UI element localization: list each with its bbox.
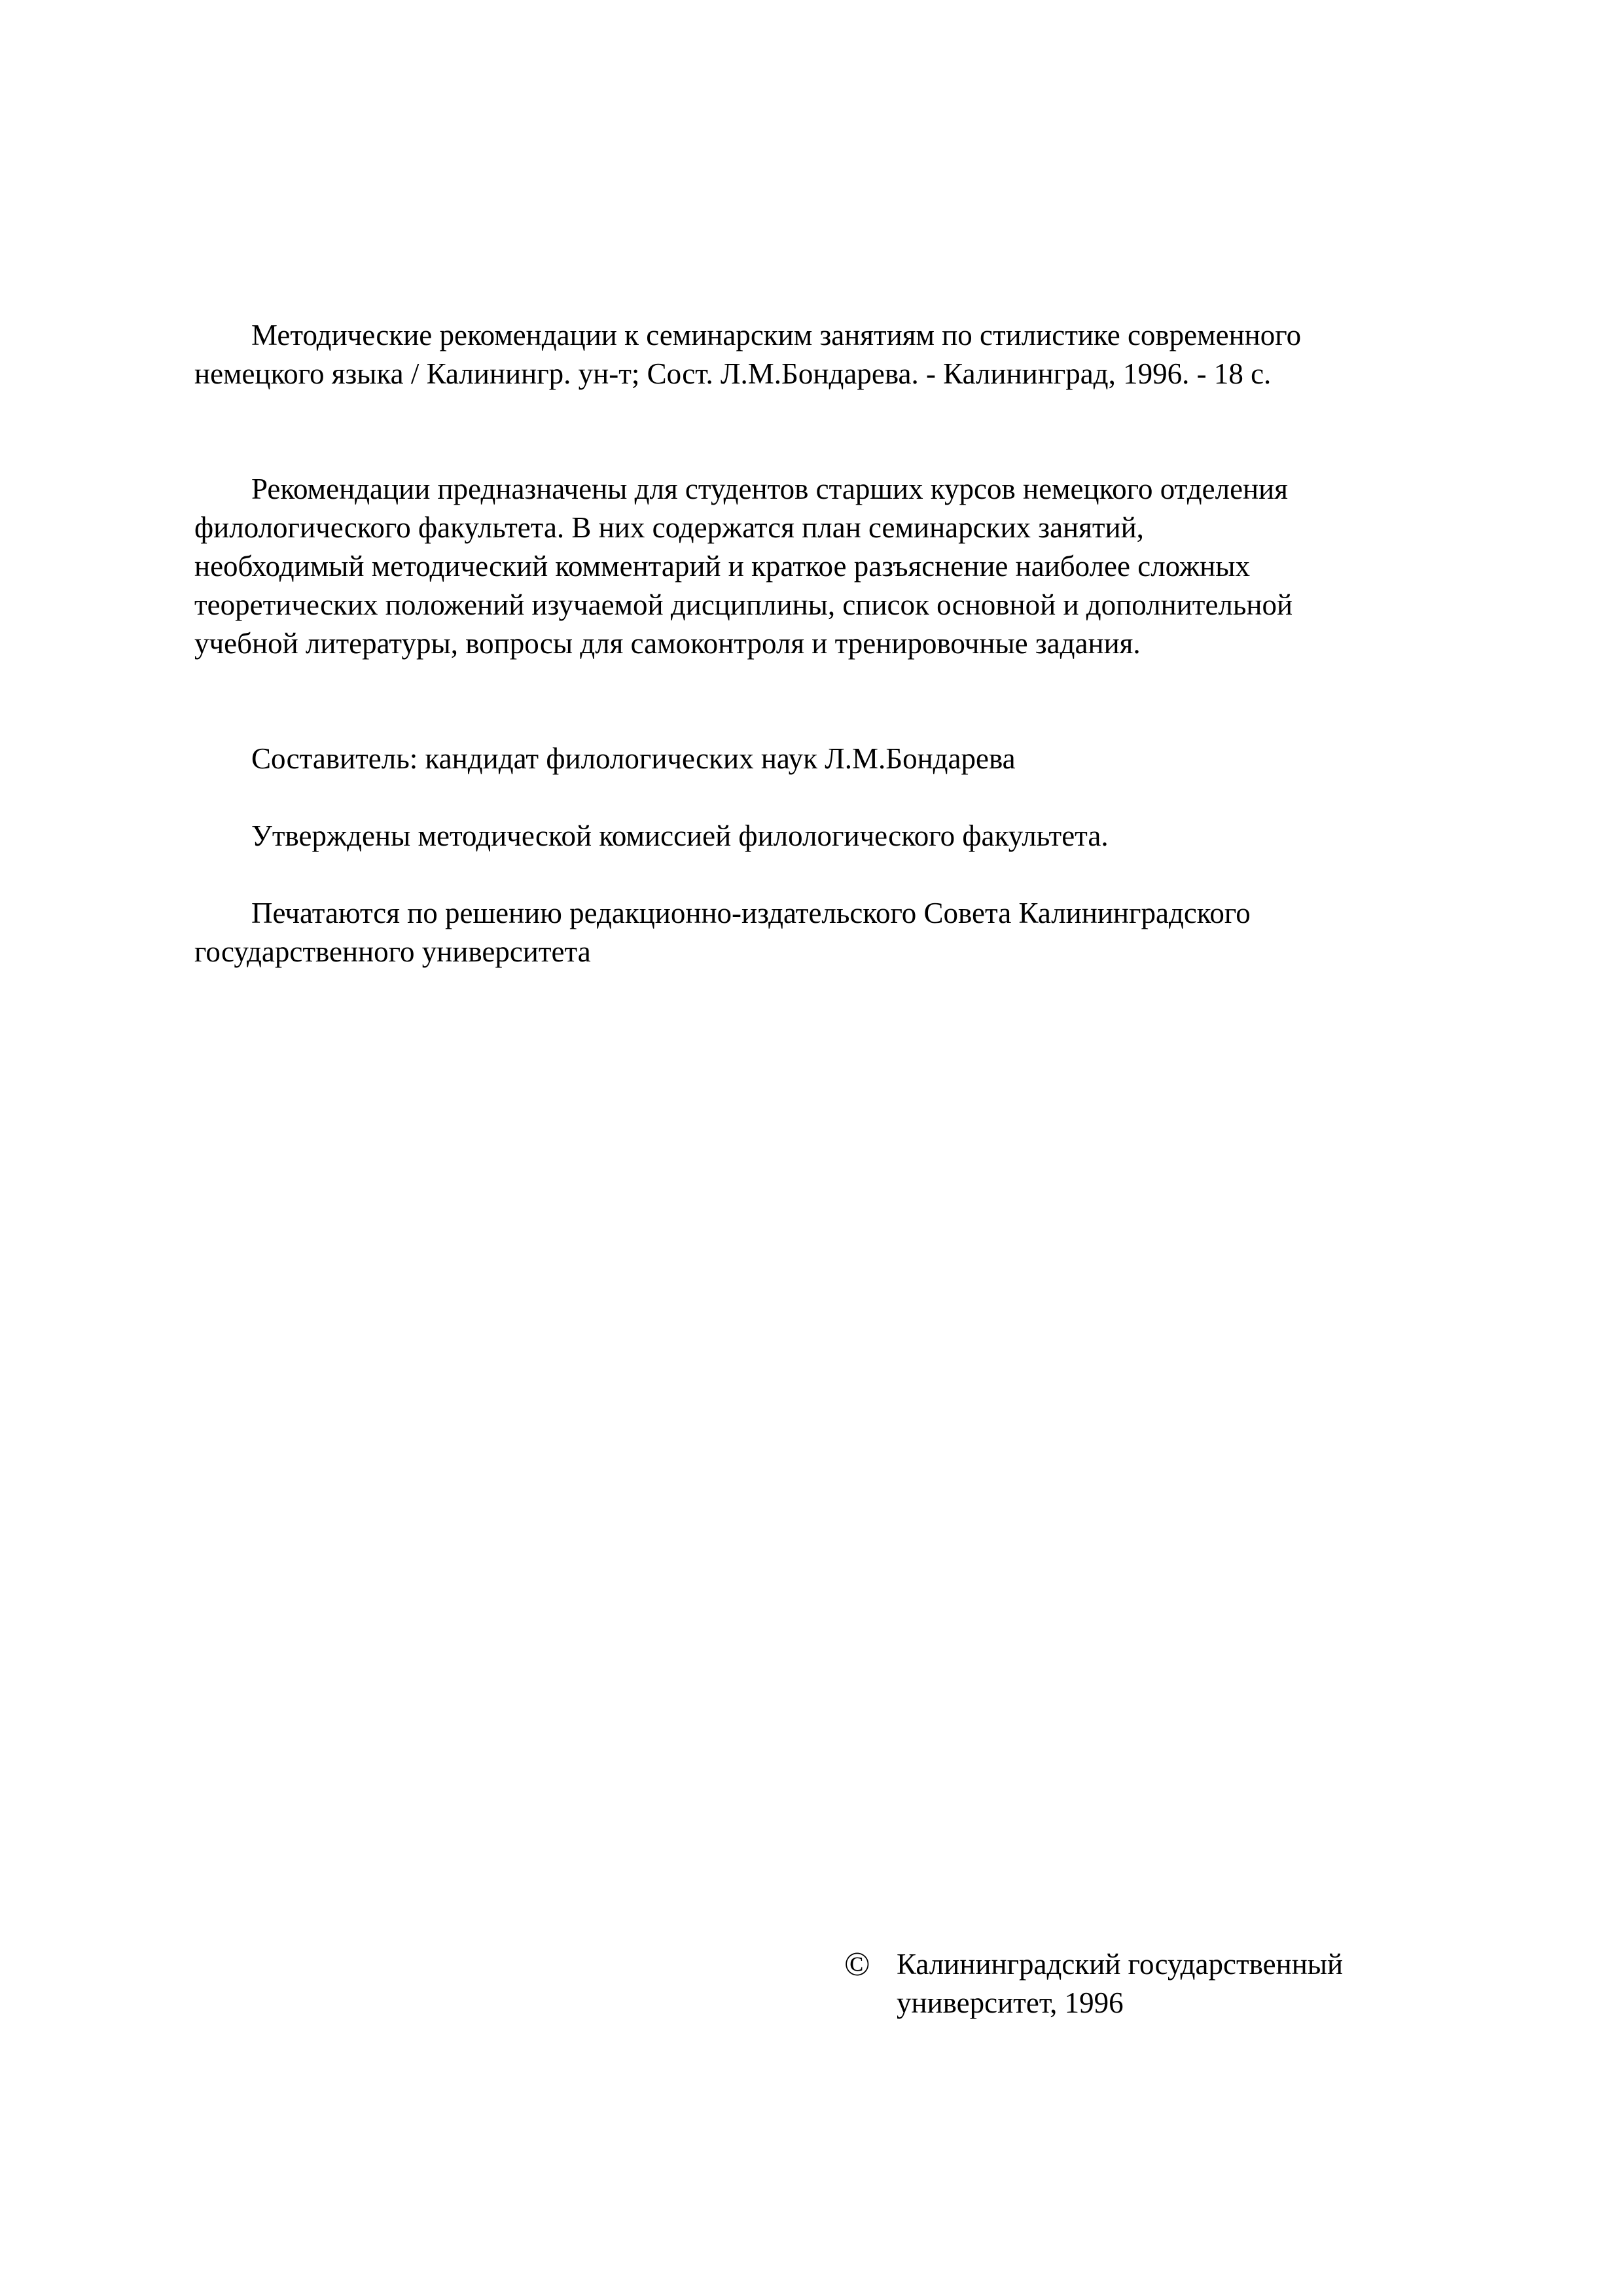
publication-note-line-1: Печатаются по решению редакционно-издательского Совета Калининградского bbox=[251, 897, 1251, 929]
annotation-line-1: Рекомендации предназначены для студентов старших курсов немецкого отделения bbox=[251, 473, 1288, 505]
bibliographic-entry-line-2: немецкого языка / Калинингр. ун-т; Сост. Л.М.Бондарева. - Калининград, 1996. - 18 с. bbox=[194, 357, 1272, 390]
annotation-line-5: учебной литературы, вопросы для самоконтроля и тренировочные задания. bbox=[194, 627, 1141, 660]
publication-note-line-2: государственного университета bbox=[194, 935, 591, 968]
copyright-line-1: Калининградский государственный bbox=[897, 1948, 1344, 1981]
annotation-line-2: филологического факультета. В них содержатся план семинарских занятий, bbox=[194, 511, 1144, 544]
compiler-line: Составитель: кандидат филологических наук Л.М.Бондарева bbox=[251, 742, 1016, 775]
copyright-line-2: университет, 1996 bbox=[897, 1986, 1124, 2019]
approval-line: Утверждены методической комиссией филологического факультета. bbox=[251, 819, 1109, 852]
annotation-line-4: теоретических положений изучаемой дисциплины, список основной и дополнительной bbox=[194, 588, 1293, 621]
copyright-symbol: © bbox=[844, 1946, 870, 1983]
annotation-line-3: необходимый методический комментарий и краткое разъяснение наиболее сложных bbox=[194, 550, 1250, 583]
bibliographic-entry-line-1: Методические рекомендации к семинарским занятиям по стилистике современного bbox=[251, 319, 1302, 351]
